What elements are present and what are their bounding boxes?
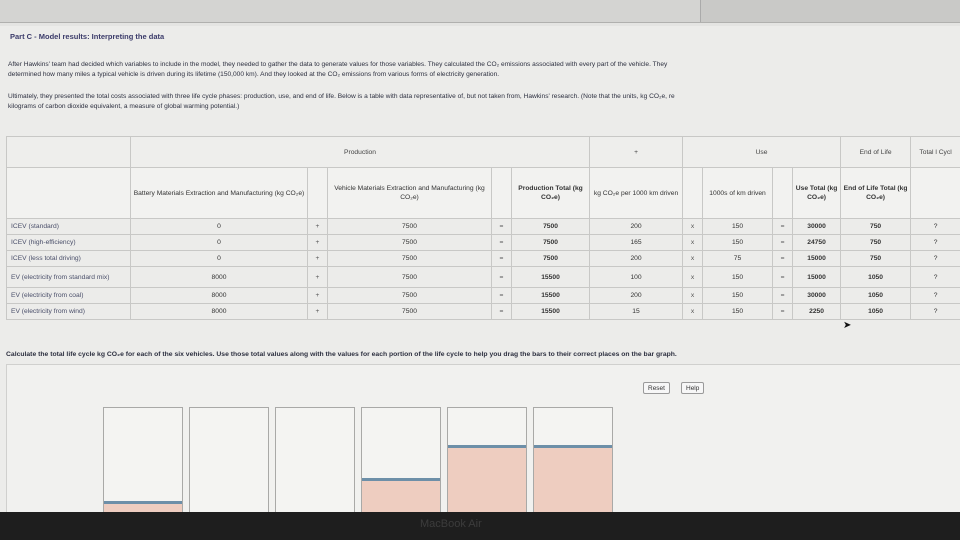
cell-op1: + (308, 267, 328, 288)
cell-per-km: 200 (590, 251, 683, 267)
bar-slot[interactable] (447, 407, 527, 512)
table-row (7, 219, 960, 235)
cell-prod-total: 7500 (512, 235, 590, 251)
cell-km: 150 (703, 304, 773, 320)
bar-slot[interactable] (533, 407, 613, 512)
cell-battery: 8000 (131, 267, 308, 288)
cell-vehicle: 7500 (328, 251, 492, 267)
cell-eol: 1050 (841, 304, 911, 320)
cell-label: EV (electricity from standard mix) (7, 267, 131, 288)
instruction-text: Calculate the total life cycle kg CO₂e for each of the six vehicles. Use those total values along with the values for each portion of the life cycle to help you drag the bars to their correct places on the bar graph. (6, 351, 677, 358)
cell-label: ICEV (standard) (7, 219, 131, 235)
draggable-bar[interactable] (362, 478, 440, 512)
intro-paragraph-line-2: determined how many miles a typical vehicle is driven during its lifetime (150,000 km). And they looked at the CO₂ emissions from various forms of electricity generation. (8, 71, 500, 78)
table-row (7, 267, 960, 288)
cell-eq2: = (773, 235, 793, 251)
draggable-bar[interactable] (534, 445, 612, 512)
cell-prod-total: 15500 (512, 288, 590, 304)
cell-label: EV (electricity from coal) (7, 288, 131, 304)
help-button[interactable]: Help (681, 382, 704, 394)
cell-use-total: 15000 (793, 267, 841, 288)
cell-op1: + (308, 235, 328, 251)
cell-km: 150 (703, 219, 773, 235)
header-eol-total: End of Life Total (kg CO₂e) (841, 168, 911, 219)
cell-x: x (683, 251, 703, 267)
cell-km: 75 (703, 251, 773, 267)
cell-per-km: 200 (590, 219, 683, 235)
phase-total: Total l Cycl (911, 137, 960, 168)
cell-total: ? (911, 235, 960, 251)
mouse-cursor-icon: ➤ (843, 320, 852, 331)
header-km-driven: 1000s of km driven (703, 168, 773, 219)
phase-production: Production (131, 137, 590, 168)
cell-prod-total: 7500 (512, 251, 590, 267)
bar-slot[interactable] (275, 407, 355, 512)
cell-total: ? (911, 251, 960, 267)
cell-label: ICEV (high-efficiency) (7, 235, 131, 251)
bar-slot[interactable] (189, 407, 269, 512)
phase-header-row (7, 137, 960, 168)
intro-paragraph-line-4: kilograms of carbon dioxide equivalent, a measure of global warming potential.) (8, 103, 240, 110)
cell-op1: + (308, 219, 328, 235)
phase-plus-1: + (590, 137, 683, 168)
cell-use-total: 24750 (793, 235, 841, 251)
cell-eq2: = (773, 251, 793, 267)
cell-km: 150 (703, 267, 773, 288)
cell-per-km: 100 (590, 267, 683, 288)
cell-eol: 750 (841, 251, 911, 267)
cell-eq1: = (492, 304, 512, 320)
cell-eq1: = (492, 235, 512, 251)
cell-eq2: = (773, 219, 793, 235)
cell-eq1: = (492, 219, 512, 235)
cell-label: ICEV (less total driving) (7, 251, 131, 267)
table-row (7, 304, 960, 320)
cell-battery: 8000 (131, 288, 308, 304)
intro-paragraph-line-3: Ultimately, they presented the total costs associated with three life cycle phases: production, use, and end of life. Below is a table with data representative of, but not taken from, Hawkins' research. (Note that the units, kg CO₂e, re (8, 93, 675, 100)
cell-per-km: 165 (590, 235, 683, 251)
cell-use-total: 15000 (793, 251, 841, 267)
cell-eq1: = (492, 288, 512, 304)
cell-battery: 0 (131, 251, 308, 267)
header-battery: Battery Materials Extraction and Manufacturing (kg CO₂e) (131, 168, 308, 219)
cell-total: ? (911, 267, 960, 288)
browser-toolbar (0, 0, 960, 23)
cell-prod-total: 7500 (512, 219, 590, 235)
cell-x: x (683, 304, 703, 320)
cell-op1: + (308, 251, 328, 267)
reset-button[interactable]: Reset (643, 382, 670, 394)
cell-vehicle: 7500 (328, 288, 492, 304)
cell-prod-total: 15500 (512, 267, 590, 288)
cell-use-total: 30000 (793, 219, 841, 235)
cell-op1: + (308, 304, 328, 320)
cell-eq2: = (773, 288, 793, 304)
cell-vehicle: 7500 (328, 267, 492, 288)
header-vehicle: Vehicle Materials Extraction and Manufacturing (kg CO₂e) (328, 168, 492, 219)
cell-prod-total: 15500 (512, 304, 590, 320)
cell-eq1: = (492, 251, 512, 267)
bezel-label: MacBook Air (420, 518, 482, 530)
phase-end-of-life: End of Life (841, 137, 911, 168)
header-use-total: Use Total (kg CO₂e) (793, 168, 841, 219)
cell-x: x (683, 288, 703, 304)
cell-eol: 750 (841, 219, 911, 235)
bar-slot[interactable] (103, 407, 183, 512)
cell-x: x (683, 219, 703, 235)
cell-vehicle: 7500 (328, 304, 492, 320)
column-header-row (7, 168, 960, 219)
phase-use: Use (683, 137, 841, 168)
cell-km: 150 (703, 288, 773, 304)
laptop-bezel (0, 512, 960, 540)
cell-use-total: 2250 (793, 304, 841, 320)
cell-use-total: 30000 (793, 288, 841, 304)
cell-total: ? (911, 219, 960, 235)
cell-eq2: = (773, 304, 793, 320)
table-row (7, 251, 960, 267)
header-production-total: Production Total (kg CO₂e) (512, 168, 590, 219)
cell-eol: 1050 (841, 288, 911, 304)
cell-total: ? (911, 288, 960, 304)
cell-per-km: 200 (590, 288, 683, 304)
cell-eol: 1050 (841, 267, 911, 288)
cell-eq1: = (492, 267, 512, 288)
intro-paragraph-line-1: After Hawkins' team had decided which variables to include in the model, they needed to gather the data to generate values for those variables. They calculated the CO₂ emissions associated with every part of the vehicle. They (8, 61, 668, 68)
cell-battery: 8000 (131, 304, 308, 320)
cell-eol: 750 (841, 235, 911, 251)
table-row (7, 235, 960, 251)
part-title: Part C - Model results: Interpreting the data (10, 32, 165, 41)
bar-slot[interactable] (361, 407, 441, 512)
draggable-bar[interactable] (104, 501, 182, 512)
header-per-1000km: kg CO₂e per 1000 km driven (590, 168, 683, 219)
bar-graph-area (6, 364, 960, 512)
cell-total: ? (911, 304, 960, 320)
draggable-bar[interactable] (448, 445, 526, 512)
cell-label: EV (electricity from wind) (7, 304, 131, 320)
cell-per-km: 15 (590, 304, 683, 320)
table-row (7, 288, 960, 304)
assignment-content (0, 26, 960, 512)
cell-eq2: = (773, 267, 793, 288)
cell-vehicle: 7500 (328, 219, 492, 235)
cell-x: x (683, 235, 703, 251)
cell-battery: 0 (131, 235, 308, 251)
cell-battery: 0 (131, 219, 308, 235)
cell-op1: + (308, 288, 328, 304)
cell-km: 150 (703, 235, 773, 251)
lifecycle-table (6, 136, 960, 369)
cell-vehicle: 7500 (328, 235, 492, 251)
cell-x: x (683, 267, 703, 288)
